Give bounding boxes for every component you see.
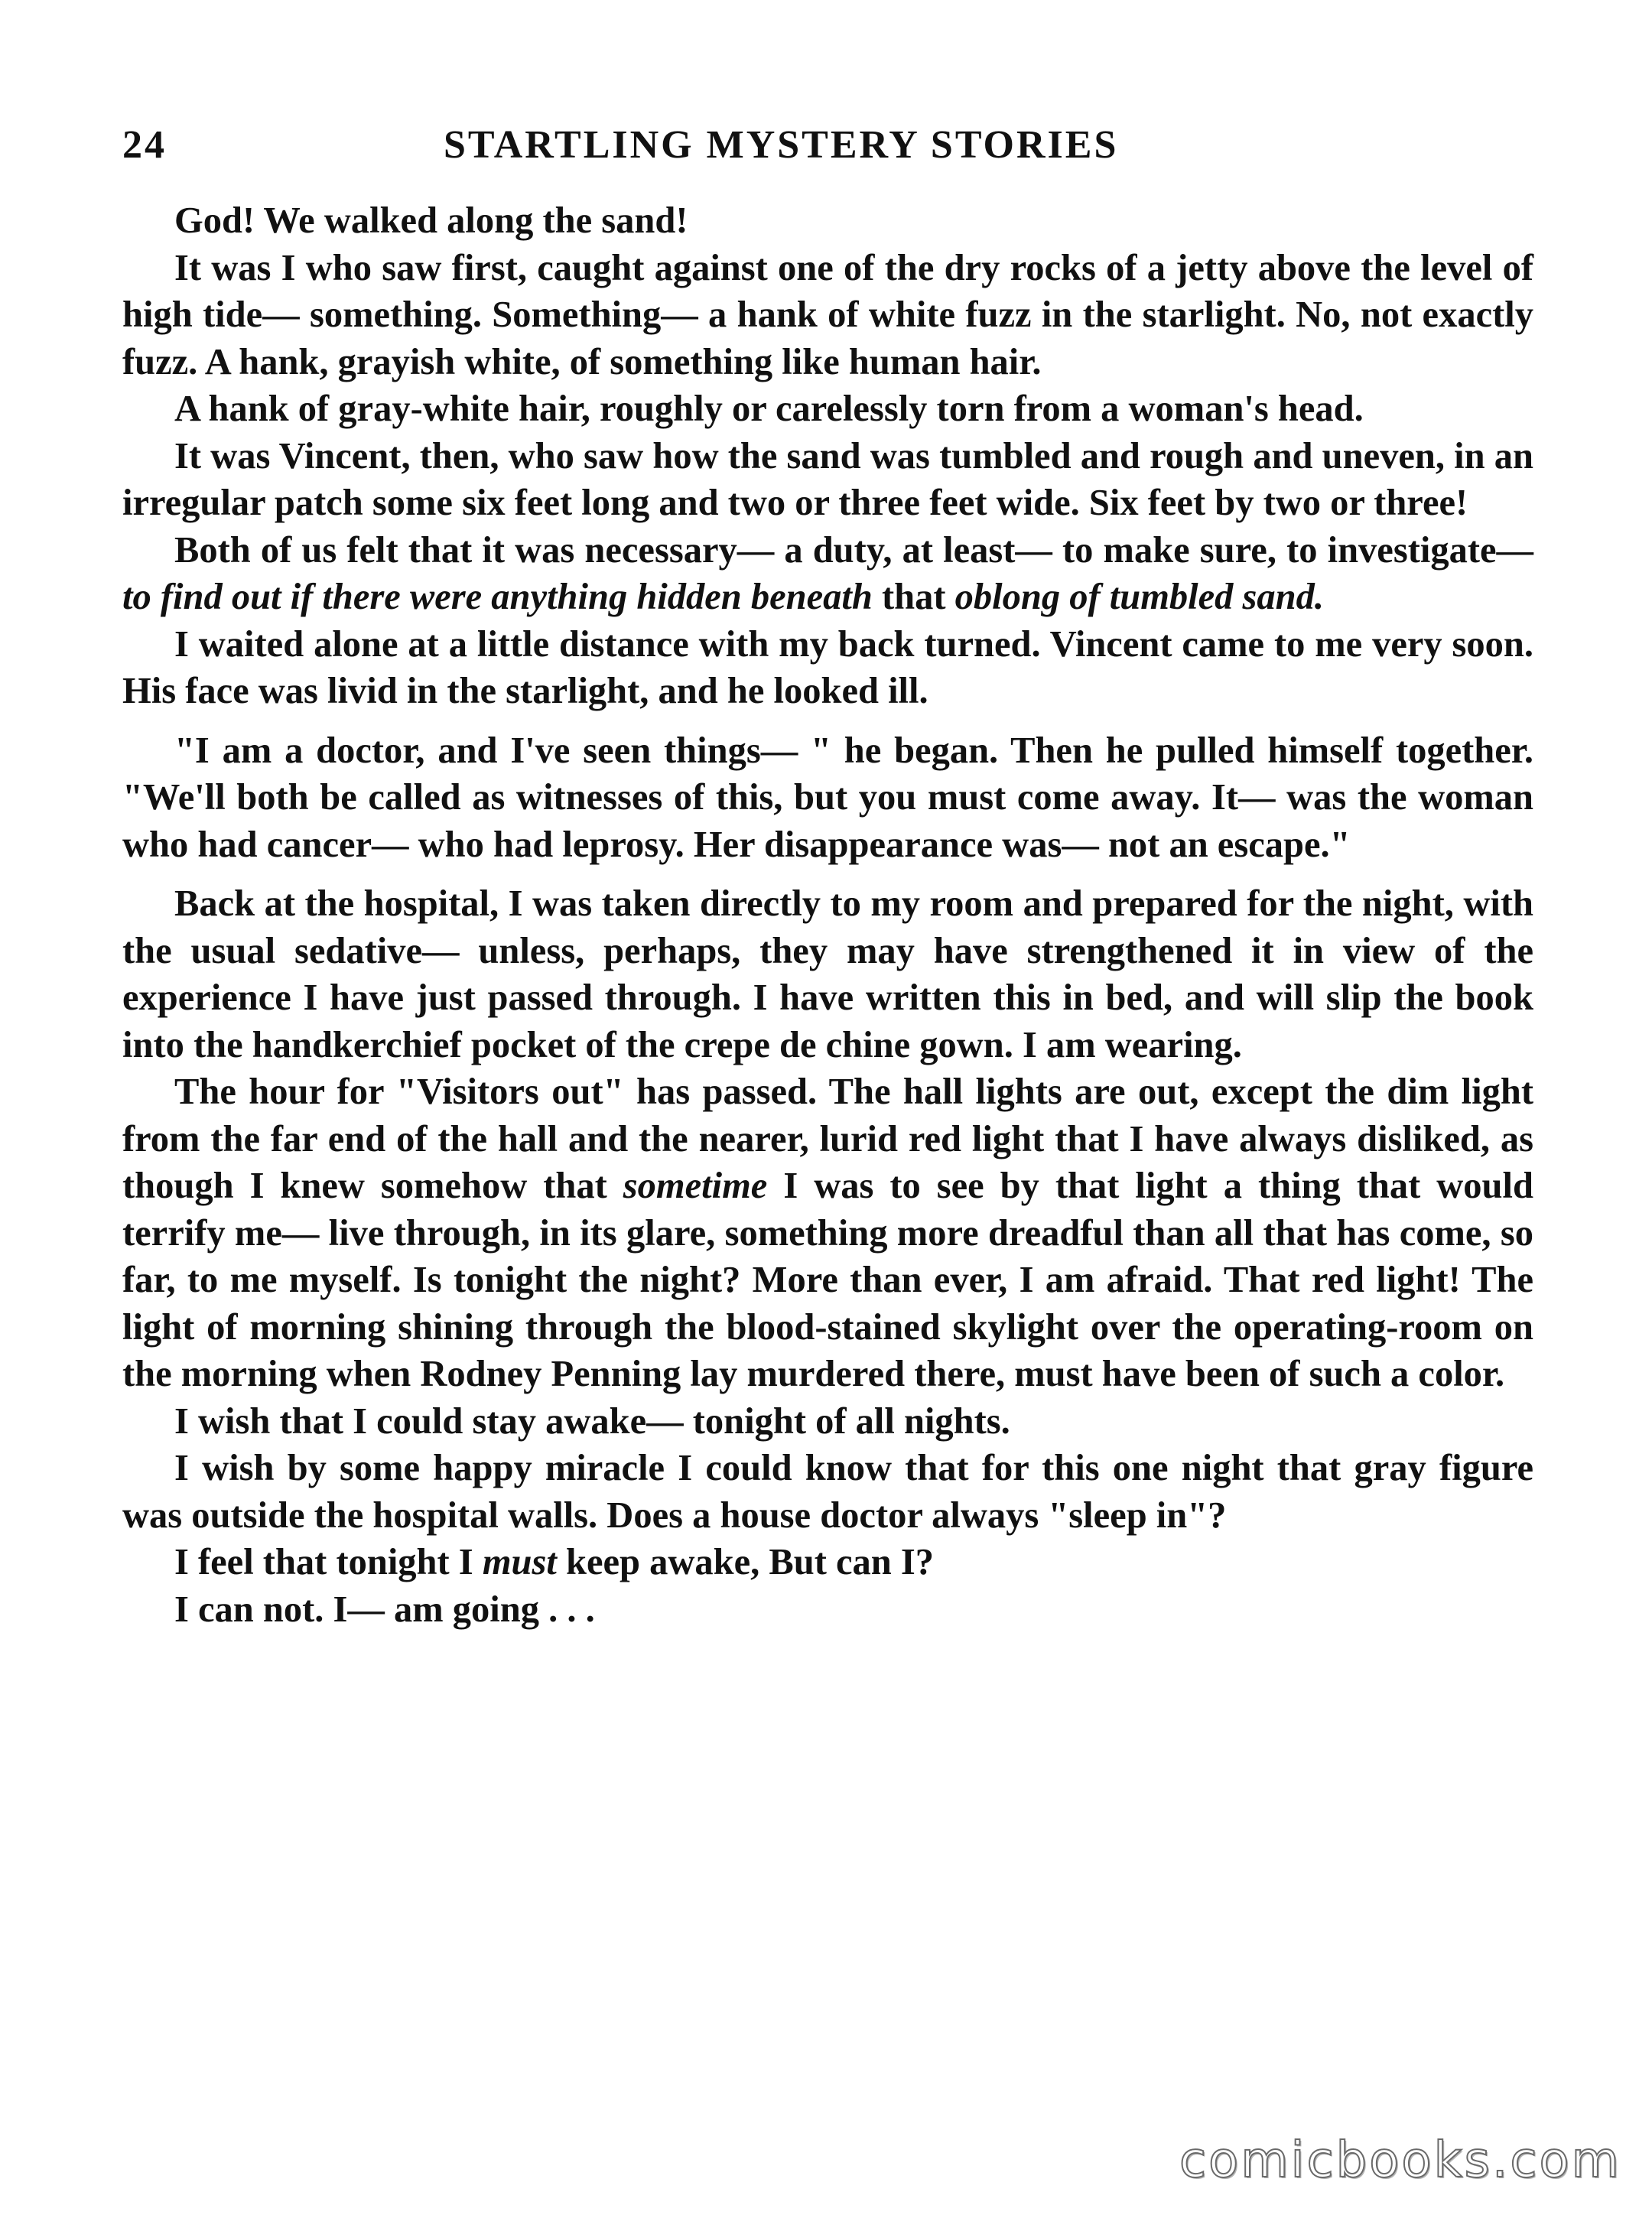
paragraph-6: I waited alone at a little distance with my back turned. Vincent came to me very soon. His face was livid in the starlight, and he looked ill.	[122, 623, 1533, 711]
paragraph-7: "I am a doctor, and I've seen things— " he began. Then he pulled himself together. "We'll both be called as witnesses of this, but you must come away. It— was the woman who had cancer— who had leprosy. Her disappearance was— not an escape."	[122, 730, 1533, 865]
paragraph-5-italic-b: oblong of tumbled sand.	[954, 577, 1325, 617]
paragraph-12-text-a: I feel that tonight I	[174, 1542, 483, 1582]
paragraph-12	[122, 1539, 1533, 1586]
paragraph-9-italic: sometime	[623, 1166, 768, 1206]
paragraph-12-text-b: keep awake, But can I?	[556, 1542, 934, 1582]
paragraph-10: I wish that I could stay awake— tonight of all nights.	[174, 1400, 1010, 1442]
paragraph-3: A hank of gray-white hair, roughly or carelessly torn from a woman's head.	[174, 389, 1364, 429]
running-title: STARTLING MYSTERY STORIES	[444, 123, 1119, 167]
paragraph-5-text-a: Both of us felt that it was necessary— a duty, at least— to make sure, to investigate—	[174, 529, 1533, 571]
paragraph-9-text-b: I was to see by that light a thing that would terrify me— live through, in its glare, something more dreadful than all that has come, so far, to me myself. Is tonight the night? More than ever, I am afraid. That red light! The light of morning shining through the blood-stained skylight over the operating-room on the morning when Rodney Penning lay murdered there, must have been of such a color.	[122, 1166, 1533, 1394]
paragraph-5-italic-a: to find out if there were anything hidden beneath	[122, 577, 873, 617]
paragraph-9	[122, 1068, 1533, 1398]
paragraph-12-italic: must	[482, 1542, 557, 1582]
watermark-logo: comicbooks.com	[1179, 2132, 1621, 2189]
page-header	[122, 122, 1537, 176]
paragraph-5-text-b: that	[872, 577, 955, 617]
paragraph-9-text-a: The hour for "Visitors out" has passed. The hall lights are out, except the dim light from the far end of the hall and the nearer, lurid red light that I have always disliked, as though I knew somehow that	[122, 1072, 1533, 1206]
paragraph-13: I can not. I— am going . . .	[174, 1589, 595, 1630]
paragraph-5	[122, 527, 1533, 621]
paragraph-11: I wish by some happy miracle I could know that for this one night that gray figure was outside the hospital walls. Does a house doctor always "sleep in"?	[122, 1448, 1533, 1536]
paragraph-4: It was Vincent, then, who saw how the sand was tumbled and rough and uneven, in an irregular patch some six feet long and two or three feet wide. Six feet by two or three!	[122, 435, 1533, 523]
page-number: 24	[122, 123, 167, 167]
story-text	[122, 197, 1533, 1633]
paragraph-8: Back at the hospital, I was taken directly to my room and prepared for the night, with the usual sedative— unless, perhaps, they may have strengthened it in view of the experience I have just passed through. I have written this in bed, and will slip the book into the handkerchief pocket of the crepe de chine gown. I am wearing.	[122, 883, 1533, 1065]
paragraph-1: God! We walked along the sand!	[174, 200, 688, 241]
paragraph-2: It was I who saw first, caught against one of the dry rocks of a jetty above the level of high tide— something. Something— a hank of white fuzz in the starlight. No, not exactly fuzz. A hank, grayish white, of something like human hair.	[122, 247, 1533, 382]
